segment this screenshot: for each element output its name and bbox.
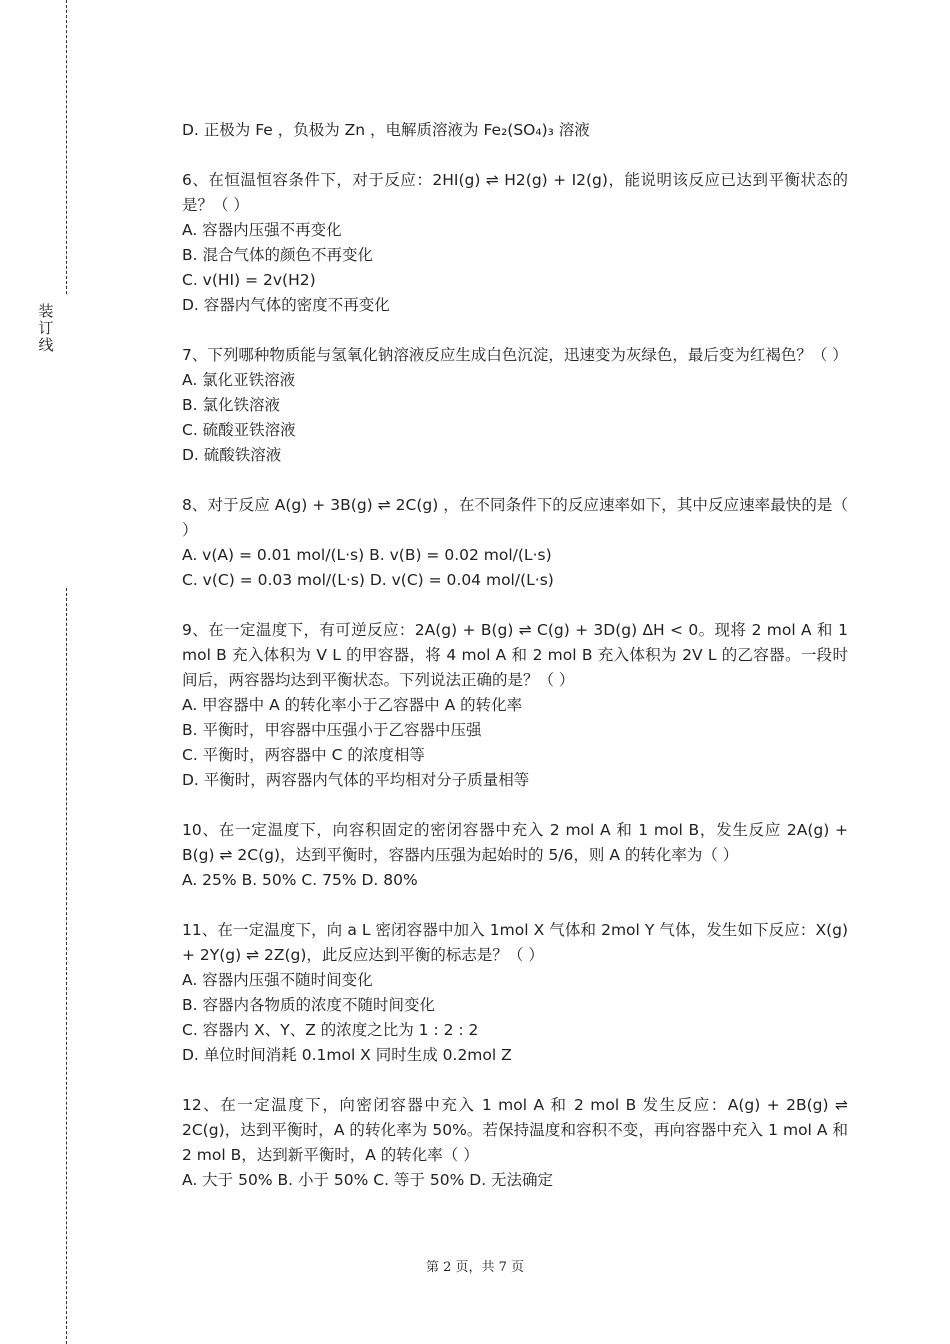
binding-dashed-line-top (66, 0, 67, 294)
question-11 (182, 918, 848, 1068)
question-stem: 12、在一定温度下，向密闭容器中充入 1 mol A 和 2 mol B 发生反应：A(g) + 2B(g) ⇌ 2C(g)，达到平衡时，A 的转化率为 50%。若保持温度和容积不变，再向容器中充入 1 mol A 和 2 mol B，达到新平衡时，A 的转化率（ ） (182, 1096, 848, 1164)
question-12 (182, 1093, 848, 1193)
question-6 (182, 168, 848, 318)
question-7 (182, 343, 848, 468)
options-line: A. 25% B. 50% C. 75% D. 80% (182, 871, 418, 889)
option-d: D. 硫酸铁溶液 (182, 446, 282, 464)
option-c: C. v(HI) = 2v(H2) (182, 271, 316, 289)
options-ab: A. v(A) = 0.01 mol/(L·s) B. v(B) = 0.02 mol/(L·s) (182, 546, 552, 564)
question-stem: 10、在一定温度下，向容积固定的密闭容器中充入 2 mol A 和 1 mol B，发生反应 2A(g) + B(g) ⇌ 2C(g)，达到平衡时，容器内压强为起始时的 5/6，则 A 的转化率为（ ） (182, 821, 848, 864)
question-list (182, 118, 848, 1218)
option-d: D. 正极为 Fe ，负极为 Zn ，电解质溶液为 Fe₂(SO₄)₃ 溶液 (182, 121, 590, 139)
option-d: D. 容器内气体的密度不再变化 (182, 296, 390, 314)
option-d: D. 单位时间消耗 0.1mol X 同时生成 0.2mol Z (182, 1046, 512, 1064)
question-stem: 11、在一定温度下，向 a L 密闭容器中加入 1mol X 气体和 2mol Y 气体，发生如下反应：X(g) + 2Y(g) ⇌ 2Z(g)，此反应达到平衡的标志是？（ ） (182, 921, 848, 964)
question-8 (182, 493, 848, 593)
question-9 (182, 618, 848, 793)
question-stem: 6、在恒温恒容条件下，对于反应：2HI(g) ⇌ H2(g) + I2(g)，能说明该反应已达到平衡状态的是？（ ） (182, 171, 848, 214)
option-b: B. 平衡时，甲容器中压强小于乙容器中压强 (182, 721, 482, 739)
option-a: A. 氯化亚铁溶液 (182, 371, 296, 389)
option-d: D. 平衡时，两容器内气体的平均相对分子质量相等 (182, 771, 530, 789)
option-c: C. 容器内 X、Y、Z 的浓度之比为 1 : 2 : 2 (182, 1021, 479, 1039)
question-stem: 9、在一定温度下，有可逆反应：2A(g) + B(g) ⇌ C(g) + 3D(g) ΔH < 0。现将 2 mol A 和 1 mol B 充入体积为 V L 的甲容器，将 4 mol A 和 2 mol B 充入体积为 2V L 的乙容器。一段时间后，两容器均达到平衡状态。下列说法正确的是？（ ） (182, 621, 848, 689)
option-a: A. 甲容器中 A 的转化率小于乙容器中 A 的转化率 (182, 696, 523, 714)
option-c: C. 硫酸亚铁溶液 (182, 421, 296, 439)
question-10 (182, 818, 848, 893)
binding-label-char: 线 (38, 336, 54, 354)
options-cd: C. v(C) = 0.03 mol/(L·s) D. v(C) = 0.04 mol/(L·s) (182, 571, 554, 589)
binding-label (37, 303, 55, 354)
question-stem: 8、对于反应 A(g) + 3B(g) ⇌ 2C(g) ，在不同条件下的反应速率如下，其中反应速率最快的是（ ） (182, 496, 848, 539)
option-a: A. 容器内压强不再变化 (182, 221, 342, 239)
binding-label-char: 订 (38, 319, 54, 337)
option-a: A. 容器内压强不随时间变化 (182, 971, 373, 989)
question-5-tail (182, 118, 848, 143)
option-c: C. 平衡时，两容器中 C 的浓度相等 (182, 746, 425, 764)
binding-label-char: 装 (38, 302, 54, 320)
binding-dashed-line-bottom (66, 588, 67, 1344)
option-b: B. 容器内各物质的浓度不随时间变化 (182, 996, 435, 1014)
option-b: B. 混合气体的颜色不再变化 (182, 246, 373, 264)
options-line: A. 大于 50% B. 小于 50% C. 等于 50% D. 无法确定 (182, 1171, 554, 1189)
option-b: B. 氯化铁溶液 (182, 396, 280, 414)
question-stem: 7、下列哪种物质能与氢氧化钠溶液反应生成白色沉淀，迅速变为灰绿色，最后变为红褐色？（ ） (182, 346, 848, 364)
page-number: 第 2 页，共 7 页 (425, 1260, 525, 1275)
